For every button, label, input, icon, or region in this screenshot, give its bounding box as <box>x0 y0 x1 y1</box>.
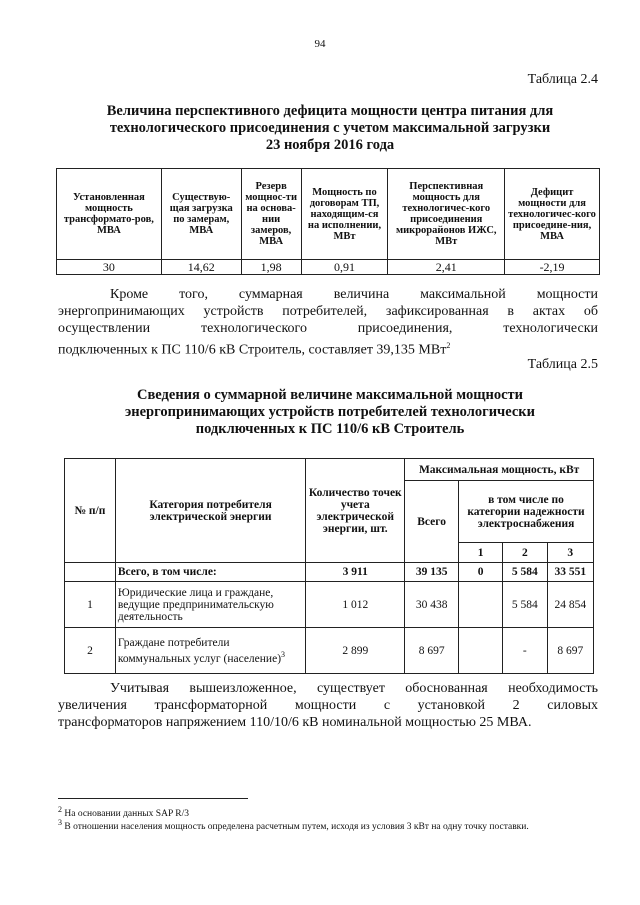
header-cell: в том числе по категории надежности электроснабжения <box>459 481 594 543</box>
header-cell: Категория потребителя электрической энергии <box>115 459 305 563</box>
title-line: подключенных к ПС 110/6 кВ Строитель <box>195 421 465 437</box>
header-cell: 3 <box>547 543 593 563</box>
title-line: энергопринимающих устройств потребителей технологически <box>125 404 535 420</box>
cell: Всего, в том числе: <box>115 563 305 582</box>
cell: 3 911 <box>306 563 405 582</box>
cell: - <box>503 628 547 674</box>
cell <box>459 582 503 628</box>
paragraph-line: увеличения трансформаторной мощности с установкой 2 силовых <box>58 698 598 713</box>
footnote <box>58 817 598 833</box>
title-line: технологического присоединения с учетом максимальной загрузки <box>109 120 551 136</box>
cell-text: Граждане потребители коммунальных услуг (население) <box>117 636 282 665</box>
page-number: 94 <box>314 38 326 50</box>
header-cell: Существую-щая загрузка по замерам, МВА <box>161 169 241 260</box>
paragraph-1 <box>58 286 598 359</box>
header-cell: № п/п <box>65 459 116 563</box>
paragraph-line: трансформаторов напряжением 110/10/6 кВ номинальной мощностью 25 МВА. <box>58 715 532 730</box>
header-cell: 1 <box>459 543 503 563</box>
cell <box>65 563 116 582</box>
header-cell: Установленная мощность трансформато-ров, МВА <box>57 169 162 260</box>
footnote-ref: 3 <box>281 649 286 659</box>
cell: 1 012 <box>306 582 405 628</box>
cell: 1,98 <box>241 260 301 275</box>
table-row <box>65 582 594 628</box>
cell: 5 584 <box>503 563 547 582</box>
paragraph-line: энергопринимающих устройств потребителей, зафиксированная в актах об <box>58 304 598 319</box>
cell: 0 <box>459 563 503 582</box>
title-line: 23 ноября 2016 года <box>265 137 395 153</box>
header-cell: Дефицит мощности для технологичес-кого присоедине-ния, МВА <box>505 169 600 260</box>
header-cell: Мощность по договорам ТП, находящим-ся на исполнении, МВт <box>301 169 388 260</box>
table-2-4-label: Таблица 2.4 <box>527 72 598 87</box>
table-row <box>65 563 594 582</box>
footnote-divider <box>58 798 248 799</box>
cell: 8 697 <box>547 628 593 674</box>
paragraph-2 <box>58 680 598 731</box>
footnote-text: В отношении населения мощность определена расчетным путем, исходя из условия 3 кВт на одну точку поставки. <box>64 822 529 833</box>
table-2-5-label: Таблица 2.5 <box>527 357 598 372</box>
title-line: Сведения о суммарной величине максимальной мощности <box>137 387 523 403</box>
header-cell: Резерв мощнос-ти на основа-нии замеров, МВА <box>241 169 301 260</box>
table-row <box>57 260 600 275</box>
cell: 1 <box>65 582 116 628</box>
cell: 5 584 <box>503 582 547 628</box>
title-line: Величина перспективного дефицита мощности центра питания для <box>106 103 554 119</box>
footnote-mark: 3 <box>58 818 62 827</box>
cell: 0,91 <box>301 260 388 275</box>
cell: 24 854 <box>547 582 593 628</box>
cell: 2,41 <box>388 260 505 275</box>
cell <box>459 628 503 674</box>
cell: 30 <box>57 260 162 275</box>
cell: 8 697 <box>405 628 459 674</box>
cell: 39 135 <box>405 563 459 582</box>
paragraph-line: осуществлении технологического присоединения, технологически <box>58 321 598 336</box>
cell: 14,62 <box>161 260 241 275</box>
paragraph-text: подключенных к ПС 110/6 кВ Строитель, составляет 39,135 МВт <box>58 342 447 358</box>
paragraph-line: Учитывая вышеизложенное, существует обоснованная необходимость <box>110 681 598 696</box>
cell: 2 899 <box>306 628 405 674</box>
cell: 33 551 <box>547 563 593 582</box>
table-2-4 <box>56 168 600 275</box>
header-cell: Всего <box>405 481 459 563</box>
cell: 30 438 <box>405 582 459 628</box>
footnote-ref: 2 <box>446 341 451 350</box>
cell: Юридические лица и граждане, ведущие предпринимательскую деятельность <box>115 582 305 628</box>
table-2-4-title <box>60 103 600 154</box>
footnote-mark: 2 <box>58 805 62 814</box>
table-2-5 <box>64 458 594 674</box>
cell: -2,19 <box>505 260 600 275</box>
cell: 2 <box>65 628 116 674</box>
footnote-text: На основании данных SAP R/3 <box>64 809 189 820</box>
header-cell: 2 <box>503 543 547 563</box>
header-cell: Перспективная мощность для технологичес-кого присоединения микрорайонов ИЖС, МВт <box>388 169 505 260</box>
paragraph-line: Кроме того, суммарная величина максимальной мощности <box>110 287 598 302</box>
cell <box>115 628 305 674</box>
header-cell: Количество точек учета электрической энергии, шт. <box>306 459 405 563</box>
paragraph-line <box>58 337 598 359</box>
table-row <box>65 628 594 674</box>
header-cell: Максимальная мощность, кВт <box>405 459 594 481</box>
table-2-5-title <box>60 387 600 438</box>
